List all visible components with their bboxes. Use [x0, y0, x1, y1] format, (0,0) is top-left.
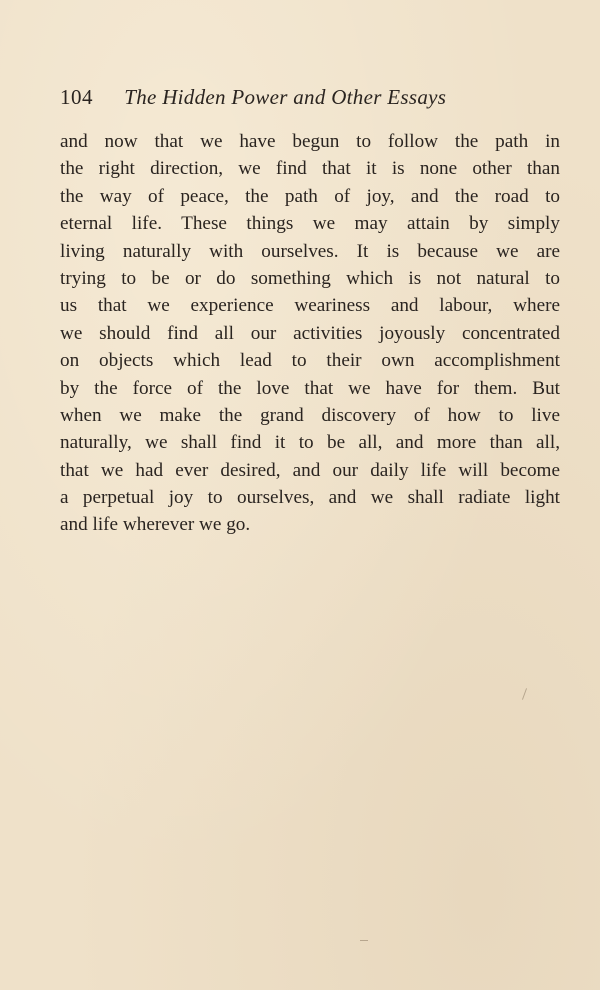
text-line: and life wherever we go.	[60, 514, 251, 536]
running-head	[60, 82, 540, 112]
text-line: that we had ever desired, and our daily life will become	[60, 459, 560, 481]
text-line: us that we experience weariness and labour, where	[60, 295, 560, 317]
text-line: and now that we have begun to follow the path in	[60, 131, 560, 152]
text-line: the right direction, we find that it is none other than	[60, 158, 560, 180]
paper-speck	[522, 688, 527, 700]
text-line: living naturally with ourselves. It is because we are	[60, 240, 560, 262]
book-title: The Hidden Power and Other Essays	[124, 85, 447, 109]
text-line: trying to be or do something which is not natural to	[60, 267, 560, 289]
text-line: eternal life. These things we may attain by simply	[60, 213, 560, 235]
text-line: naturally, we shall find it to be all, and more than all,	[60, 432, 560, 454]
text-line: a perpetual joy to ourselves, and we shall radiate light	[60, 487, 560, 509]
text-line: by the force of the love that we have for them. But	[60, 377, 560, 399]
paper-speck	[360, 940, 368, 941]
text-line: on objects which lead to their own accomplishment	[60, 350, 560, 372]
text-line: when we make the grand discovery of how to live	[60, 404, 560, 426]
text-line: the way of peace, the path of joy, and the road to	[60, 185, 560, 207]
text-line: we should find all our activities joyously concentrated	[60, 322, 560, 344]
page-number: 104	[60, 85, 93, 109]
body-paragraph	[60, 128, 560, 539]
